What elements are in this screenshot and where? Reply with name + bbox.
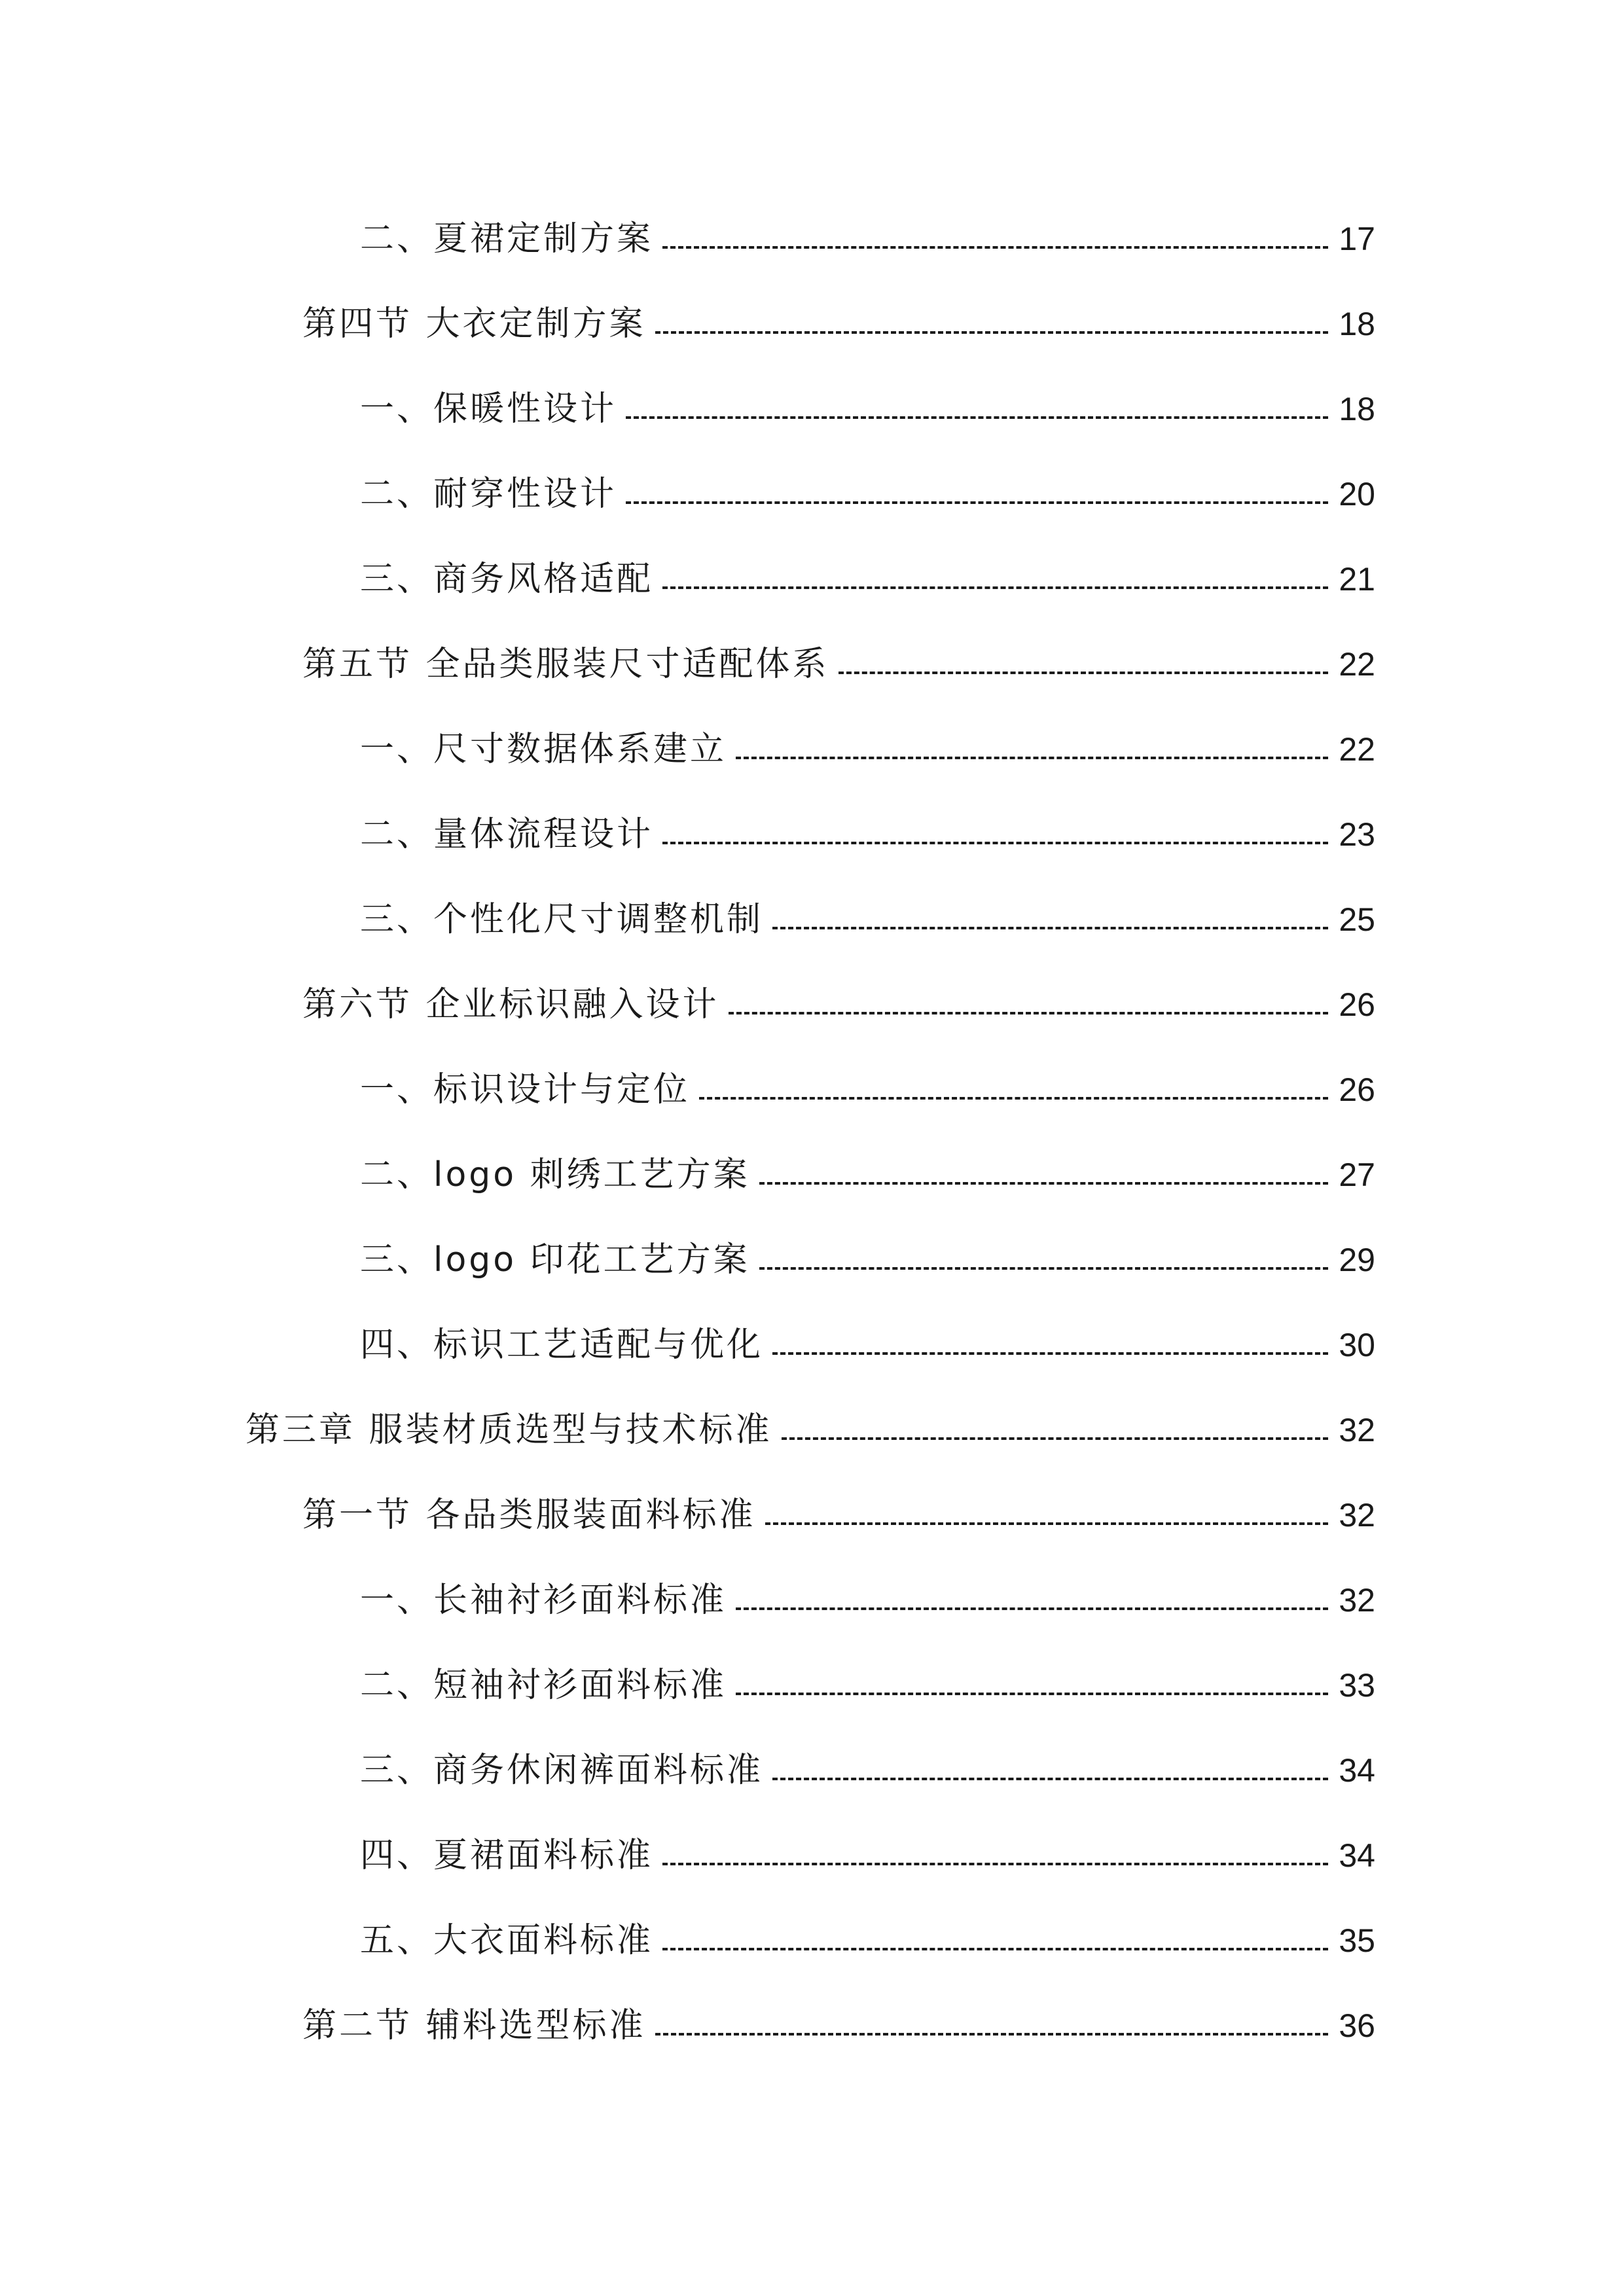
toc-entry-label: 第四节 大衣定制方案 (302, 304, 646, 344)
toc-entry-page: 32 (1339, 1582, 1375, 1619)
toc-entry[interactable] (360, 890, 1375, 949)
toc-dot-leader (782, 1437, 1328, 1440)
toc-dot-leader (626, 501, 1328, 504)
toc-entry-label: 二、夏裙定制方案 (360, 219, 654, 259)
toc-entry-label: 一、尺寸数据体系建立 (360, 730, 727, 769)
toc-entry-page: 34 (1339, 1752, 1375, 1789)
toc-entry-label: 二、耐穿性设计 (360, 475, 617, 514)
toc-entry[interactable] (302, 635, 1375, 694)
toc-entry[interactable] (302, 1996, 1375, 2055)
toc-entry-label: 二、短袖衬衫面料标准 (360, 1666, 727, 1705)
toc-entry-page: 26 (1339, 986, 1375, 1023)
toc-dot-leader (662, 586, 1328, 589)
toc-entry-page: 21 (1339, 561, 1375, 598)
toc-entry-page: 34 (1339, 1837, 1375, 1874)
toc-entry-page: 35 (1339, 1922, 1375, 1959)
toc-entry-page: 18 (1339, 391, 1375, 427)
toc-dot-leader (759, 1182, 1328, 1185)
toc-dot-leader (662, 246, 1328, 249)
toc-dot-leader (736, 757, 1328, 759)
toc-entry[interactable] (245, 1401, 1375, 1460)
toc-entry-page: 22 (1339, 731, 1375, 768)
toc-dot-leader (662, 842, 1328, 844)
toc-entry[interactable] (360, 1656, 1375, 1715)
toc-entry[interactable] (302, 1486, 1375, 1545)
toc-entry[interactable] (360, 1316, 1375, 1374)
toc-entry-page: 25 (1339, 901, 1375, 938)
toc-entry[interactable] (360, 1060, 1375, 1119)
toc-entry-page: 33 (1339, 1667, 1375, 1704)
toc-dot-leader (662, 1863, 1328, 1865)
toc-entry-label: 五、大衣面料标准 (360, 1921, 654, 1960)
toc-entry-label: 第二节 辅料选型标准 (302, 2006, 646, 2045)
toc-entry-page: 20 (1339, 476, 1375, 512)
toc-entry-label: 三、商务休闲裤面料标准 (360, 1751, 764, 1790)
toc-dot-leader (765, 1522, 1328, 1525)
toc-entry[interactable] (360, 720, 1375, 779)
toc-entry[interactable] (360, 1741, 1375, 1800)
toc-entry-label: 四、标识工艺适配与优化 (360, 1325, 764, 1365)
toc-dot-leader (662, 1948, 1328, 1950)
toc-dot-leader (729, 1012, 1328, 1014)
toc-dot-leader (626, 416, 1328, 419)
toc-entry-label: 二、量体流程设计 (360, 815, 654, 854)
toc-entry[interactable] (360, 380, 1375, 439)
toc-dot-leader (736, 1607, 1328, 1610)
toc-entry-page: 23 (1339, 816, 1375, 853)
toc-entry-page: 36 (1339, 2007, 1375, 2044)
toc-entry-label: 三、个性化尺寸调整机制 (360, 900, 764, 939)
toc-entry-label: 第三章 服装材质选型与技术标准 (245, 1410, 772, 1450)
toc-entry-page: 29 (1339, 1242, 1375, 1278)
toc-dot-leader (655, 331, 1328, 334)
toc-entry-page: 32 (1339, 1412, 1375, 1448)
toc-entry[interactable] (360, 1571, 1375, 1630)
toc-entry[interactable] (360, 1911, 1375, 1970)
toc-entry-label: 一、长袖衬衫面料标准 (360, 1581, 727, 1620)
toc-entry-label: 第五节 全品类服装尺寸适配体系 (302, 645, 829, 684)
toc-entry-label: 一、标识设计与定位 (360, 1070, 691, 1109)
toc-entry-page: 18 (1339, 306, 1375, 342)
toc-dot-leader (736, 1693, 1328, 1695)
toc-dot-leader (699, 1097, 1328, 1100)
toc-entry[interactable] (360, 1230, 1375, 1289)
toc-entry-label: 三、商务风格适配 (360, 560, 654, 599)
toc-dot-leader (772, 1778, 1328, 1780)
toc-entry-page: 26 (1339, 1071, 1375, 1108)
toc-entry[interactable] (360, 805, 1375, 864)
toc-entry-page: 30 (1339, 1327, 1375, 1363)
toc-entry[interactable] (360, 465, 1375, 524)
toc-entry[interactable] (360, 550, 1375, 609)
toc-entry-page: 32 (1339, 1497, 1375, 1534)
toc-entry[interactable] (360, 1145, 1375, 1204)
toc-entry[interactable] (302, 975, 1375, 1034)
toc-entry[interactable] (302, 295, 1375, 353)
toc-entry[interactable] (360, 209, 1375, 268)
toc-entry[interactable] (360, 1826, 1375, 1885)
toc-entry-page: 27 (1339, 1157, 1375, 1193)
toc-entry-label: 四、夏裙面料标准 (360, 1836, 654, 1875)
toc-entry-label: 三、logo 印花工艺方案 (360, 1240, 750, 1280)
toc-dot-leader (655, 2033, 1328, 2036)
toc-dot-leader (772, 927, 1328, 929)
toc-dot-leader (772, 1352, 1328, 1355)
toc-dot-leader (839, 672, 1328, 674)
toc-dot-leader (759, 1267, 1328, 1270)
toc-entry-page: 22 (1339, 646, 1375, 683)
toc-entry-label: 二、logo 刺绣工艺方案 (360, 1155, 750, 1194)
toc-entry-label: 一、保暖性设计 (360, 389, 617, 429)
toc-entry-label: 第一节 各品类服装面料标准 (302, 1496, 756, 1535)
toc-entry-label: 第六节 企业标识融入设计 (302, 985, 719, 1024)
toc-entry-page: 17 (1339, 221, 1375, 257)
